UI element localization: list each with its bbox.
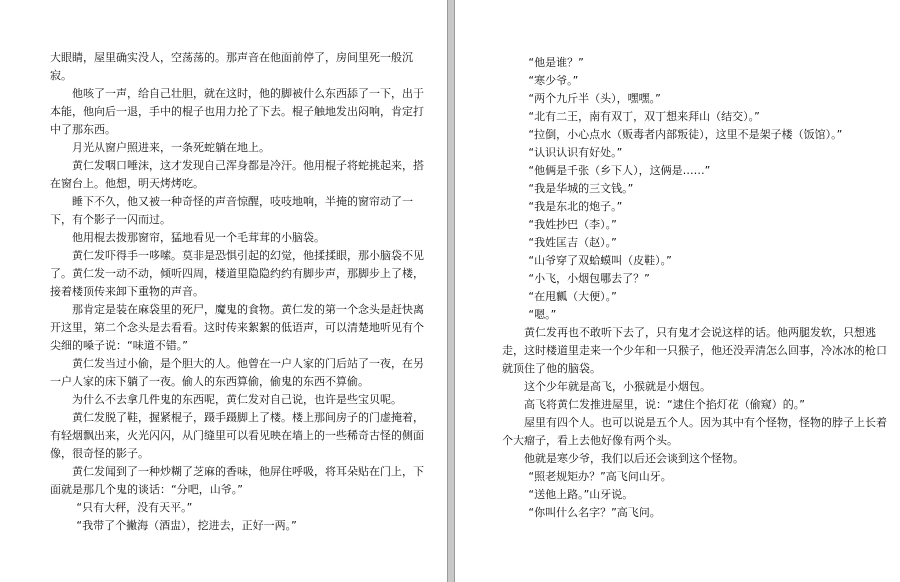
paragraph: 黄仁发再也不敢听下去了，只有鬼才会说这样的话。他两腿发软，只想逃走，这时楼道里走来一个少年和一只猴子，他还没弄清怎么回事，冷冰冰的枪口就顶住了他的脑袋。: [502, 326, 887, 375]
paragraph: 他用棍去拨那窗帘，猛地看见一个毛茸茸的小脑袋。: [72, 231, 325, 244]
paragraph: “在甩瓤（大便）。”: [528, 290, 617, 303]
paragraph: “送他上路。”山牙说。: [528, 488, 634, 501]
right-page: [455, 0, 900, 582]
paragraph: “你叫什么名字？”高飞问。: [528, 506, 661, 519]
paragraph: 他就是寒少爷，我们以后还会谈到这个怪物。: [524, 452, 744, 465]
left-page: [0, 0, 447, 582]
paragraph: “只有大秤，没有天平。”: [76, 501, 193, 514]
paragraph: “两个九斤半（头），嘿嘿。”: [528, 92, 661, 105]
paragraph: 为什么不去拿几件鬼的东西呢，黄仁发对自己说，也许是些宝贝呢。: [72, 393, 402, 406]
paragraph: “照老规矩办？”高飞问山牙。: [528, 470, 672, 483]
paragraph: 他咳了一声，给自己壮胆，就在这时，他的脚被什么东西舔了一下，出于本能，他向后一退，手中的棍子也用力抡了下去。棍子触地发出闷响，肯定打中了那东西。: [50, 87, 424, 136]
paragraph: “嗯。”: [528, 308, 557, 321]
paragraph: 这个少年就是高飞，小猴就是小烟包。: [524, 380, 711, 393]
paragraph: “小飞，小烟包哪去了？”: [528, 272, 650, 285]
page-divider: [447, 0, 455, 582]
paragraph: “他俩是千张（乡下人），这俩是……”: [528, 164, 711, 177]
paragraph: “我是东北的炮子。”: [528, 200, 623, 213]
paragraph: 黄仁发脱了鞋，握紧棍子，蹑手蹑脚上了楼。楼上那间房子的门虚掩着，有轻烟飘出来，火光闪闪，从门缝里可以看见映在墙上的一些稀奇古怪的侧面像，很奇怪的影子。: [50, 411, 424, 460]
paragraph: 高飞将黄仁发推进屋里，说：“逮住个掐灯花（偷窥）的。”: [524, 398, 805, 411]
paragraph: 大眼睛，屋里确实没人，空荡荡的。那声音在他面前停了，房间里死一般沉寂。: [50, 51, 413, 82]
paragraph: 月光从窗户照进来，一条死蛇躺在地上。: [72, 141, 270, 154]
paragraph: 屋里有四个人。也可以说是五个人。因为其中有个怪物，怪物的脖子上长着个大瘤子，看上去他好像有两个头。: [502, 416, 887, 447]
paragraph: 黄仁发当过小偷，是个胆大的人。他曾在一户人家的门后站了一夜，在另一户人家的床下躺了一夜。偷人的东西算偷，偷鬼的东西不算偷。: [50, 357, 424, 388]
paragraph: “山爷穿了双蛤蟆叫（皮鞋）。”: [528, 254, 672, 267]
paragraph: 黄仁发吓得手一哆嗦。莫非是恐惧引起的幻觉，他揉揉眼，那小脑袋不见了。黄仁发一动不动，倾听四周，楼道里隐隐约约有脚步声，那脚步上了楼，接着楼顶传来卸下重物的声音。: [50, 249, 424, 298]
paragraph: “寒少爷。”: [528, 74, 579, 87]
paragraph: “他是谁？”: [528, 56, 584, 69]
paragraph: 睡下不久，他又被一种奇怪的声音惊醒，吱吱地响，半掩的窗帘动了一下，有个影子一闪而过。: [50, 195, 413, 226]
paragraph: 那肯定是装在麻袋里的死尸，魔鬼的食物。黄仁发的第一个念头是赶快离开这里，第二个念头是去看看。这时传来絮絮的低语声，可以清楚地听见有个尖细的嗓子说：“味道不错。”: [50, 303, 424, 352]
paragraph: “我带了个撇海（酒盅），挖进去，正好一两。”: [76, 519, 297, 532]
paragraph: “我姓抄巴（李）。”: [528, 218, 617, 231]
paragraph: “我是华城的三文钱。”: [528, 182, 634, 195]
paragraph: “我姓匡吉（赵）。”: [528, 236, 617, 249]
paragraph: 黄仁发咽口唾沫，这才发现自己浑身都是冷汗。他用棍子将蛇挑起来，搭在窗台上。他想，明天烤烤吃。: [50, 159, 424, 190]
paragraph: “北有二王，南有双丁，双丁想来拜山（结交）。”: [528, 110, 760, 123]
paragraph: 黄仁发闻到了一种炒糊了芝麻的香味，他屏住呼吸，将耳朵贴在门上，下面就是那几个鬼的谈话：“分吧，山爷。”: [50, 465, 424, 496]
paragraph: “拉倒，小心点水（贩毒者内部叛徒），这里不是架子楼（饭馆）。”: [528, 128, 843, 141]
paragraph: “认识认识有好处。”: [528, 146, 623, 159]
